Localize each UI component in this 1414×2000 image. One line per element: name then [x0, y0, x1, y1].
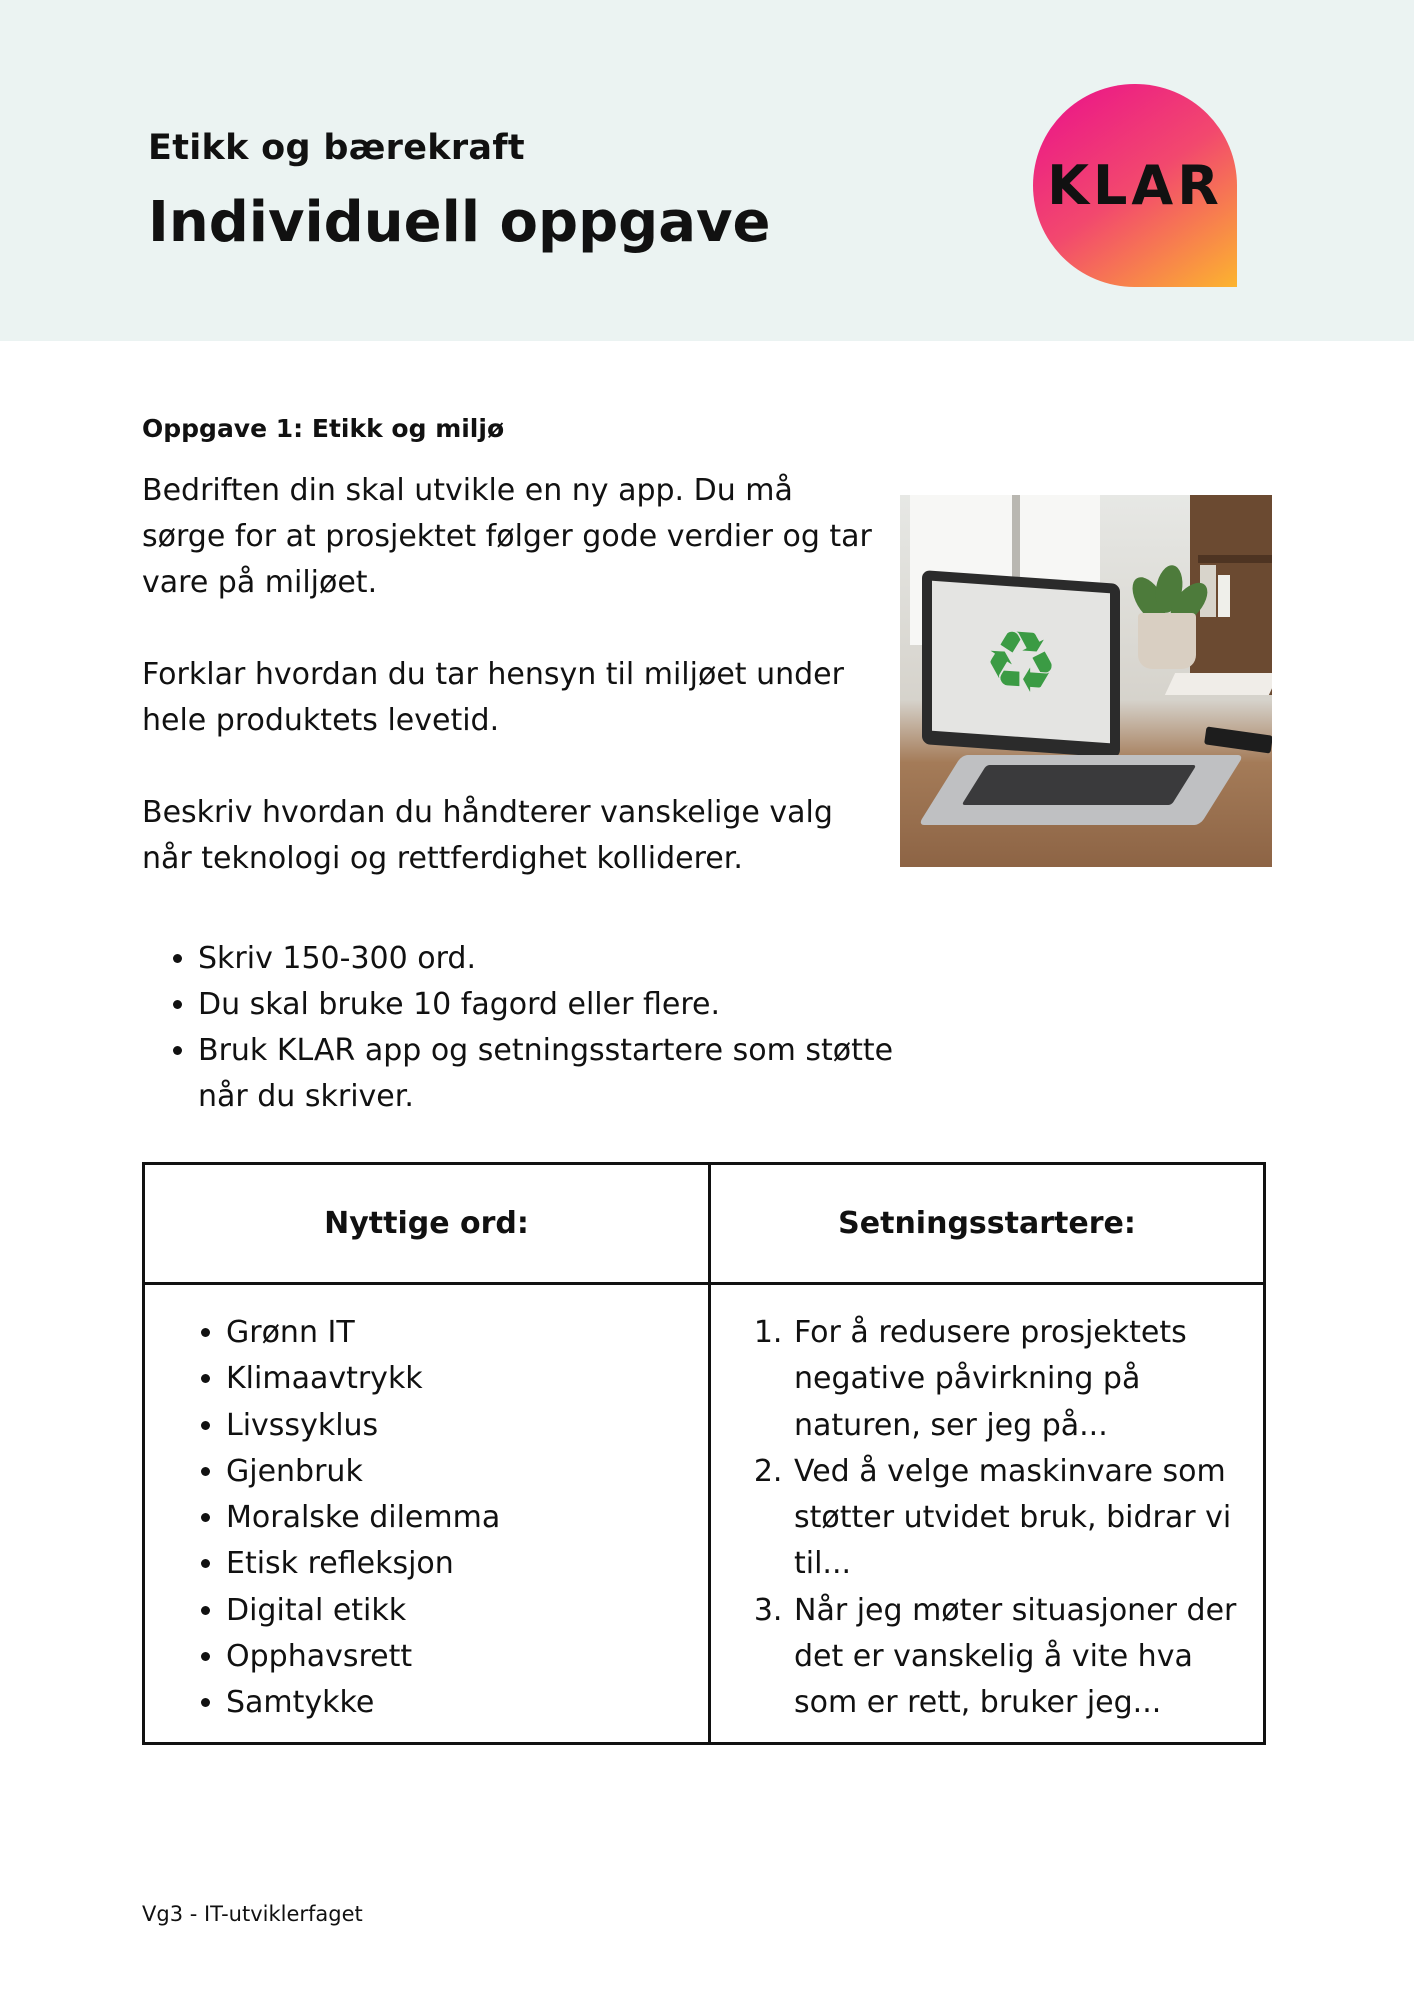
task-heading: Oppgave 1: Etikk og miljø	[142, 414, 505, 443]
sentence-starters-list	[712, 1310, 1242, 1727]
list-item: • Digital etikk	[226, 1588, 707, 1634]
subject-title: Etikk og bærekraft	[148, 128, 525, 168]
screen-display	[932, 581, 1110, 743]
recycle-icon: ♻	[983, 610, 1059, 714]
list-item: • Gjenbruk	[226, 1449, 707, 1495]
useful-words-cell	[144, 1284, 710, 1744]
task-paragraph: Forklar hvordan du tar hensyn til miljøet under hele produktets levetid.	[142, 657, 844, 738]
list-item: • Samtykke	[226, 1680, 707, 1726]
header-band	[0, 0, 1414, 341]
shelf-board	[1198, 555, 1272, 563]
list-item: • Bruk KLAR app og setningsstartere som støtte når du skriver.	[198, 1028, 918, 1120]
klar-logo	[1033, 84, 1237, 287]
sentence-starters-cell	[710, 1284, 1265, 1744]
list-item: • Du skal bruke 10 fagord eller flere.	[198, 982, 918, 1028]
laptop-screen	[922, 570, 1120, 758]
list-item: 3. Når jeg møter situasjoner der det er vanskelig å vite hva som er rett, bruker jeg...	[792, 1588, 1242, 1727]
logo-text: KLAR	[1047, 154, 1223, 217]
list-item: • Grønn IT	[226, 1310, 707, 1356]
list-item: • Etisk refleksjon	[226, 1541, 707, 1587]
plant-pot	[1138, 613, 1196, 669]
list-item: 1. For å redusere prosjektets negative påvirkning på naturen, ser jeg på...	[792, 1310, 1242, 1449]
requirements-list	[142, 936, 918, 1120]
book	[1218, 575, 1230, 617]
footer-text: Vg3 - IT-utviklerfaget	[142, 1902, 363, 1926]
list-item: • Klimaavtrykk	[226, 1356, 707, 1402]
laptop-photo	[900, 495, 1272, 867]
notebook	[1165, 673, 1272, 695]
useful-words-list	[146, 1310, 707, 1727]
task-description	[142, 468, 872, 928]
list-item: • Opphavsrett	[226, 1634, 707, 1680]
list-item: • Livssyklus	[226, 1403, 707, 1449]
list-item: • Moralske dilemma	[226, 1495, 707, 1541]
laptop-keyboard	[962, 765, 1197, 805]
sentence-starters-header: Setningsstartere:	[710, 1164, 1265, 1284]
phone	[1204, 726, 1272, 753]
list-item: 2. Ved å velge maskinvare som støtter utvidet bruk, bidrar vi til...	[792, 1449, 1242, 1588]
task-paragraph: Beskriv hvordan du håndterer vanskelige valg når teknologi og rettferdighet kolliderer.	[142, 795, 833, 876]
list-item: • Skriv 150-300 ord.	[198, 936, 918, 982]
task-paragraph: Bedriften din skal utvikle en ny app. Du må sørge for at prosjektet følger gode verdier og tar vare på miljøet.	[142, 473, 872, 600]
useful-words-header: Nyttige ord:	[144, 1164, 710, 1284]
vocabulary-table	[142, 1162, 1266, 1745]
page-title: Individuell oppgave	[148, 190, 771, 255]
